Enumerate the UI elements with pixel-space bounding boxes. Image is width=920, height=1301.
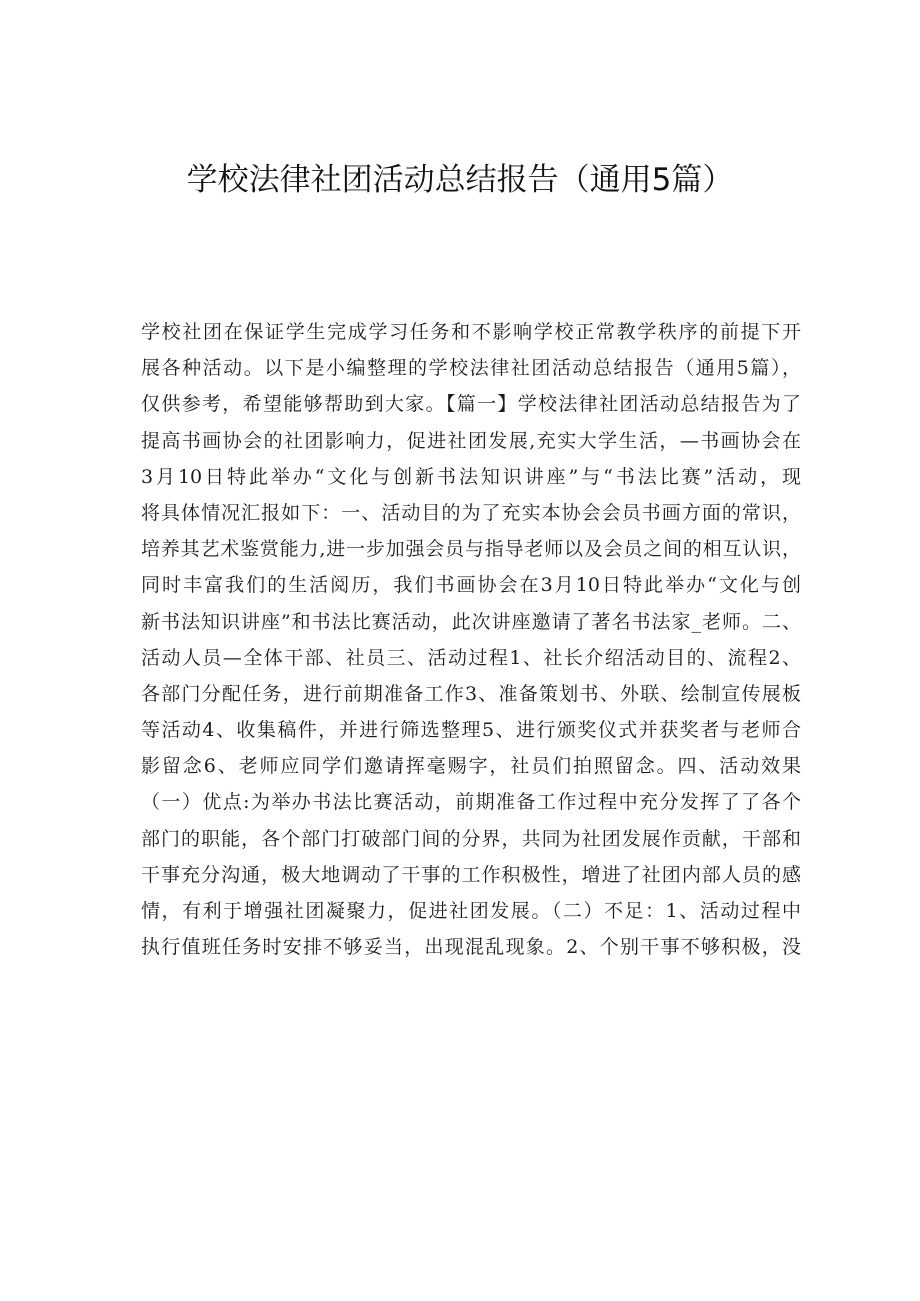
paragraph-line: 等活动4、收集稿件，并进行筛选整理5、进行颁奖仪式并获奖者与老师合 [141, 719, 801, 742]
paragraph-line: 仅供参考，希望能够帮助到大家。【篇一】学校法律社团活动总结报告为了 [141, 393, 801, 416]
paragraph-line: 提高书画协会的社团影响力，促进社团发展,充实大学生活，—书画协会在 [141, 429, 801, 452]
paragraph-line: 干事充分沟通，极大地调动了干事的工作积极性，增进了社团内部人员的感 [141, 863, 801, 886]
paragraph-line: 各部门分配任务，进行前期准备工作3、准备策划书、外联、绘制宣传展板 [141, 682, 801, 705]
paragraph-line: 影留念6、老师应同学们邀请挥毫赐字，社员们拍照留念。四、活动效果 [141, 755, 801, 778]
paragraph-line: 同时丰富我们的生活阅历，我们书画协会在3月10日特此举办“文化与创 [141, 574, 801, 597]
paragraph-line: （一）优点:为举办书法比赛活动，前期准备工作过程中充分发挥了了各个 [141, 791, 801, 814]
paragraph-line: 部门的职能，各个部门打破部门间的分界，共同为社团发展作贡献，干部和 [141, 827, 801, 850]
paragraph-line: 展各种活动。以下是小编整理的学校法律社团活动总结报告（通用5篇）， [141, 357, 801, 380]
paragraph-line: 3月10日特此举办“文化与创新书法知识讲座”与“书法比赛”活动，现 [141, 465, 801, 488]
paragraph-line: 学校社团在保证学生完成学习任务和不影响学校正常教学秩序的前提下开 [141, 321, 801, 343]
paragraph-line: 培养其艺术鉴赏能力,进一步加强会员与指导老师以及会员之间的相互认识， [141, 538, 801, 561]
paragraph-line: 活动人员—全体干部、社员三、活动过程1、社长介绍活动目的、流程2、 [141, 646, 801, 669]
paragraph-line: 新书法知识讲座”和书法比赛活动，此次讲座邀请了著名书法家_老师。二、 [141, 610, 801, 633]
document-body [141, 314, 801, 965]
paragraph-line: 将具体情况汇报如下：一、活动目的为了充实本协会会员书画方面的常识， [141, 501, 801, 524]
paragraph-line: 执行值班任务时安排不够妥当，出现混乱现象。2、个别干事不够积极，没 [141, 936, 801, 959]
paragraph-line: 情，有利于增强社团凝聚力，促进社团发展。（二）不足：1、活动过程中 [141, 900, 801, 922]
document-title: 学校法律社团活动总结报告（通用5篇） [186, 162, 734, 198]
